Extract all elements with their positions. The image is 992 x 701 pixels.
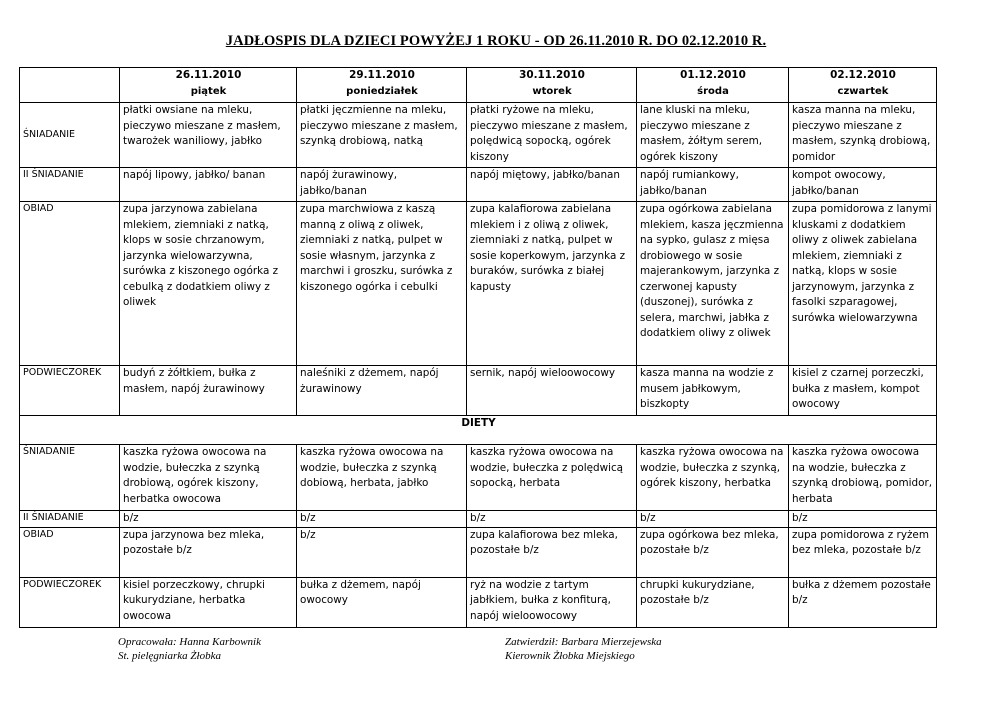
menu-cell: płatki jęczmienne na mleku, pieczywo mieszane z masłem, szynką drobiową, natką (297, 103, 467, 168)
menu-cell: płatki owsiane na mleku, pieczywo mieszane z masłem, twarożek waniliowy, jabłko (120, 103, 297, 168)
diety-cell: kaszka ryżowa owocowa na wodzie, bułeczka z szynką drobiową, pomidor, herbata (789, 445, 937, 511)
menu-cell: kasza manna na wodzie z musem jabłkowym, biszkopty (637, 366, 789, 416)
diety-cell: bułka z dżemem, napój owocowy (297, 577, 467, 627)
diety-cell: kaszka ryżowa owocowa na wodzie, bułeczka z polędwicą sopocką, herbata (467, 445, 637, 511)
day-header: 30.11.2010 wtorek (467, 68, 637, 103)
menu-cell: budyń z żółtkiem, bułka z masłem, napój żurawinowy (120, 366, 297, 416)
meal-label: II ŚNIADANIE (20, 168, 120, 202)
diety-cell: bułka z dżemem pozostałe b/z (789, 577, 937, 627)
day-header: 29.11.2010 poniedziałek (297, 68, 467, 103)
menu-cell: kisiel z czarnej porzeczki, bułka z masłem, kompot owocowy (789, 366, 937, 416)
meal-label: PODWIECZOREK (20, 577, 120, 627)
menu-row-obiad (20, 202, 937, 366)
menu-cell: zupa kalafiorowa zabielana mlekiem i z oliwą z oliwek, ziemniaki z natką, pulpet w sosie koperkowym, jarzynka z buraków, surówka z białej kapusty (467, 202, 637, 366)
approved-by-role: Kierownik Żłobka Miejskiego (505, 650, 635, 662)
menu-cell: napój lipowy, jabłko/ banan (120, 168, 297, 202)
header-row (20, 68, 937, 103)
footer-left (118, 635, 261, 663)
menu-cell: naleśniki z dżemem, napój żurawinowy (297, 366, 467, 416)
menu-row-podwieczorek (20, 366, 937, 416)
diety-cell: b/z (297, 527, 467, 577)
prepared-by: Opracowała: Hanna Karbownik (118, 636, 261, 648)
footer-right (505, 635, 662, 663)
diety-cell: b/z (789, 511, 937, 528)
diety-cell: kaszka ryżowa owocowa na wodzie, bułeczka z szynką dobiową, herbata, jabłko (297, 445, 467, 511)
diety-row-obiad (20, 527, 937, 577)
diety-cell: chrupki kukurydziane, pozostałe b/z (637, 577, 789, 627)
prepared-by-role: St. pielęgniarka Żłobka (118, 650, 221, 662)
diety-cell: zupa kalafiorowa bez mleka, pozostałe b/z (467, 527, 637, 577)
menu-cell: płatki ryżowe na mleku, pieczywo mieszane z masłem, polędwicą sopocką, ogórek kiszony (467, 103, 637, 168)
diety-cell: kisiel porzeczkowy, chrupki kukurydziane, herbatka owocowa (120, 577, 297, 627)
menu-row-ii-sniadanie (20, 168, 937, 202)
meal-label: OBIAD (20, 527, 120, 577)
day-header: 01.12.2010 środa (637, 68, 789, 103)
menu-cell: sernik, napój wieloowocowy (467, 366, 637, 416)
diety-cell: ryż na wodzie z tartym jabłkiem, bułka z konfiturą, napój wieloowocowy (467, 577, 637, 627)
menu-row-sniadanie (20, 103, 937, 168)
menu-cell: zupa jarzynowa zabielana mlekiem, ziemniaki z natką, klops w sosie chrzanowym, jarzynka wielowarzywna, surówka z kiszonego ogórka z cebulką z dodatkiem oliwy z oliwek (120, 202, 297, 366)
corner-cell (20, 68, 120, 103)
menu-table (19, 67, 937, 628)
day-header: 02.12.2010 czwartek (789, 68, 937, 103)
diety-cell: b/z (467, 511, 637, 528)
meal-label: ŚNIADANIE (20, 103, 120, 168)
menu-cell: lane kluski na mleku, pieczywo mieszane z masłem, żółtym serem, ogórek kiszony (637, 103, 789, 168)
diety-cell: b/z (637, 511, 789, 528)
page-title: JADŁOSPIS DLA DZIECI POWYŻEJ 1 ROKU - OD 26.11.2010 R. DO 02.12.2010 R. (225, 33, 767, 49)
menu-cell: napój żurawinowy, jabłko/banan (297, 168, 467, 202)
diety-row-sniadanie (20, 445, 937, 511)
meal-label: OBIAD (20, 202, 120, 366)
diety-heading: DIETY (20, 416, 937, 445)
meal-label: PODWIECZOREK (20, 366, 120, 416)
diety-cell: b/z (120, 511, 297, 528)
meal-label: II ŚNIADANIE (20, 511, 120, 528)
diety-cell: zupa ogórkowa bez mleka, pozostałe b/z (637, 527, 789, 577)
diety-cell: b/z (297, 511, 467, 528)
diety-cell: zupa jarzynowa bez mleka, pozostałe b/z (120, 527, 297, 577)
menu-cell: zupa ogórkowa zabielana mlekiem, kasza jęczmienna na sypko, gulasz z mięsa drobiowego w sosie majerankowym, jarzynka z czerwonej kapusty (duszonej), surówka z selera, marchwi, jabłka z dodatkiem oliwy z oliwek (637, 202, 789, 366)
menu-cell: zupa marchwiowa z kaszą manną z oliwą z oliwek, ziemniaki z natką, pulpet w sosie własnym, jarzynka z marchwi i groszku, surówka z kiszonego ogórka i cebulki (297, 202, 467, 366)
menu-cell: napój miętowy, jabłko/banan (467, 168, 637, 202)
menu-cell: napój rumiankowy, jabłko/banan (637, 168, 789, 202)
diety-cell: kaszka ryżowa owocowa na wodzie, bułeczka z szynką drobiową, ogórek kiszony, herbatka owocowa (120, 445, 297, 511)
diety-row-ii-sniadanie (20, 511, 937, 528)
approved-by: Zatwierdził: Barbara Mierzejewska (505, 636, 662, 648)
menu-cell: kompot owocowy, jabłko/banan (789, 168, 937, 202)
meal-label: ŚNIADANIE (20, 445, 120, 511)
menu-cell: zupa pomidorowa z lanymi kluskami z dodatkiem oliwy z oliwek zabielana mlekiem, ziemniaki z natką, klops w sosie jarzynowym, jarzynka z fasolki szparagowej, surówka wielowarzywna (789, 202, 937, 366)
diety-header-row (20, 416, 937, 445)
diety-row-podwieczorek (20, 577, 937, 627)
day-header: 26.11.2010 piątek (120, 68, 297, 103)
diety-cell: kaszka ryżowa owocowa na wodzie, bułeczka z szynką, ogórek kiszony, herbatka (637, 445, 789, 511)
menu-cell: kasza manna na mleku, pieczywo mieszane z masłem, szynką drobiową, pomidor (789, 103, 937, 168)
diety-cell: zupa pomidorowa z ryżem bez mleka, pozostałe b/z (789, 527, 937, 577)
